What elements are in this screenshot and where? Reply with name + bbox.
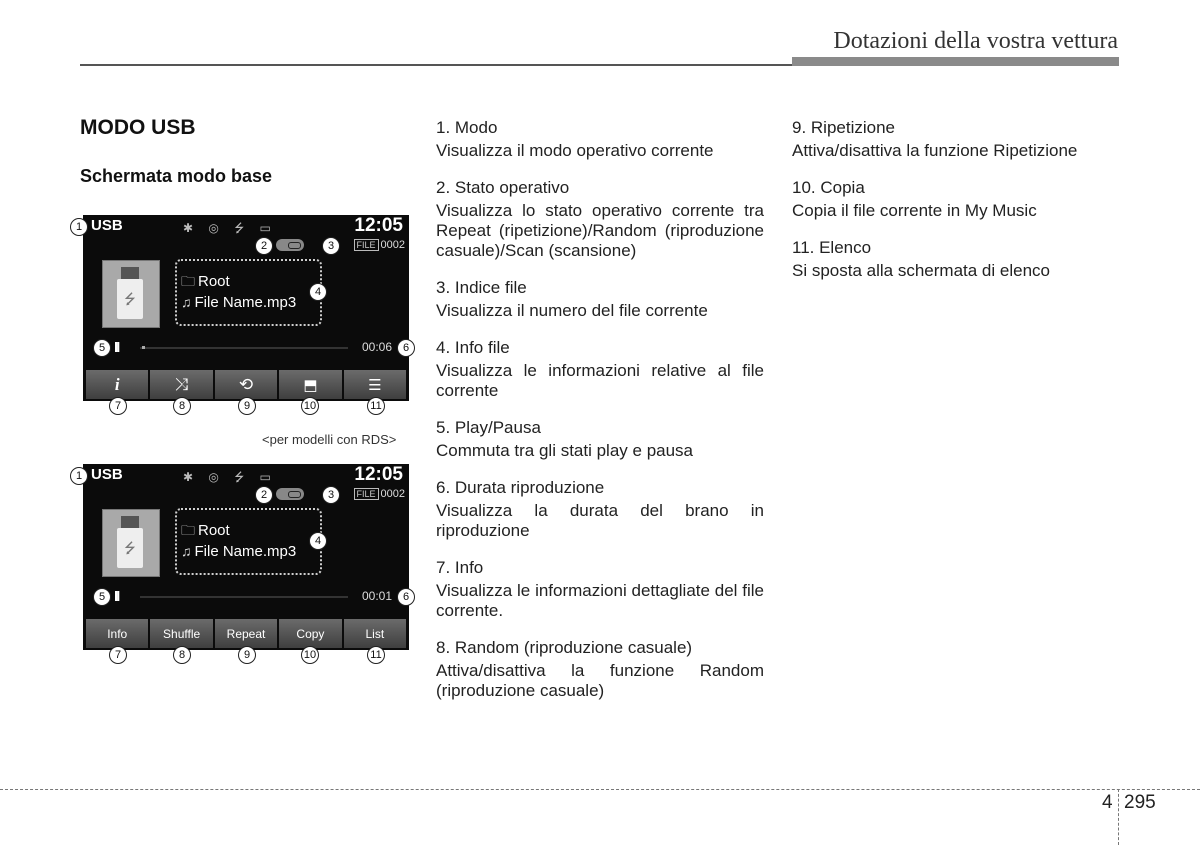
folder-name: Root xyxy=(198,273,230,290)
item-description: Commuta tra gli stati play e pausa xyxy=(436,441,694,460)
callout-3: 3 xyxy=(322,486,340,504)
footer-divider xyxy=(1118,789,1119,845)
callout-6: 6 xyxy=(397,588,415,606)
list-item xyxy=(436,338,764,401)
clock: 12:05 xyxy=(354,464,403,485)
item-title: 10. Copia xyxy=(792,178,865,197)
item-title: 8. Random (riproduzione casuale) xyxy=(436,638,693,657)
item-title: 11. Elenco xyxy=(792,238,872,257)
item-title: 4. Info file xyxy=(436,338,510,357)
item-title: 7. Info xyxy=(436,558,484,577)
shuffle-icon[interactable]: ⤨ xyxy=(150,370,212,399)
legend-column-right xyxy=(792,118,1102,298)
progress-bar xyxy=(140,347,348,349)
file-index-number: 0002 xyxy=(380,488,405,500)
file-name: File Name.mp3 xyxy=(194,543,297,560)
usb-screen-text xyxy=(83,464,409,650)
repeat-button[interactable]: Repeat xyxy=(215,619,277,648)
subsection-title: Schermata modo base xyxy=(80,166,273,186)
list-item xyxy=(436,418,764,461)
callout-8: 8 xyxy=(173,397,191,415)
list-icon[interactable]: ☰ xyxy=(344,370,406,399)
item-description: Visualizza le informazioni dettagliate del file corrente. xyxy=(436,581,764,620)
item-title: 9. Ripetizione xyxy=(792,118,896,137)
play-pause-button[interactable]: II xyxy=(114,339,119,356)
callout-9: 9 xyxy=(238,646,256,664)
list-item xyxy=(436,178,764,261)
file-tag: FILE xyxy=(354,239,379,251)
mode-label: USB xyxy=(91,466,123,483)
callout-7: 7 xyxy=(109,646,127,664)
progress-bar xyxy=(140,596,348,598)
item-description: Attiva/disattiva la funzione Ripetizione xyxy=(792,141,1078,160)
file-index xyxy=(354,488,406,500)
callout-1: 1 xyxy=(70,467,88,485)
repeat-icon[interactable]: ⟲ xyxy=(215,370,277,399)
operating-state-icon xyxy=(276,239,304,251)
callout-6: 6 xyxy=(397,339,415,357)
music-note-icon: ♫ xyxy=(181,294,192,310)
folder-name: Root xyxy=(198,522,230,539)
file-name: File Name.mp3 xyxy=(194,294,297,311)
callout-3: 3 xyxy=(322,237,340,255)
file-index xyxy=(354,239,406,251)
item-title: 1. Modo xyxy=(436,118,498,137)
status-icons: ✱ ◎ ⭍ ▭ xyxy=(183,221,277,235)
list-item xyxy=(436,558,764,621)
callout-2: 2 xyxy=(255,237,273,255)
operating-state-icon xyxy=(276,488,304,500)
callout-10: 10 xyxy=(301,646,319,664)
section-title: MODO USB xyxy=(80,116,196,139)
page-header-title: Dotazioni della vostra vettura xyxy=(833,28,1118,54)
copy-icon[interactable]: ⬒ xyxy=(279,370,341,399)
callout-5: 5 xyxy=(93,339,111,357)
list-item xyxy=(436,478,764,541)
callout-5: 5 xyxy=(93,588,111,606)
info-icon[interactable]: i xyxy=(86,370,148,399)
footer-rule xyxy=(0,789,1200,790)
callout-8: 8 xyxy=(173,646,191,664)
rds-caption: <per modelli con RDS> xyxy=(262,432,397,447)
list-item xyxy=(436,638,764,701)
item-description: Visualizza la durata del brano in riproduzione xyxy=(436,501,764,540)
list-item xyxy=(436,278,764,321)
file-row xyxy=(181,294,296,311)
softkey-bar xyxy=(85,619,407,648)
folder-row xyxy=(181,271,230,295)
item-description: Visualizza il modo operativo corrente xyxy=(436,141,714,160)
item-description: Visualizza le informazioni relative al file corrente xyxy=(436,361,764,400)
softkey-bar xyxy=(85,370,407,399)
info-button[interactable]: Info xyxy=(86,619,148,648)
file-tag: FILE xyxy=(354,488,379,500)
list-button[interactable]: List xyxy=(344,619,406,648)
item-title: 6. Durata riproduzione xyxy=(436,478,605,497)
legend-column-middle xyxy=(436,118,764,718)
callout-7: 7 xyxy=(109,397,127,415)
item-description: Si sposta alla schermata di elenco xyxy=(792,261,1050,280)
list-item xyxy=(792,178,1102,221)
usb-drive-icon: ⭍ xyxy=(102,260,160,328)
file-info-box xyxy=(175,508,322,575)
callout-9: 9 xyxy=(238,397,256,415)
file-info-box xyxy=(175,259,322,326)
header-rule-accent xyxy=(792,57,1119,66)
list-item xyxy=(792,238,1102,281)
elapsed-time: 00:06 xyxy=(361,340,392,354)
item-description: Attiva/disattiva la funzione Random (riproduzione casuale) xyxy=(436,661,764,700)
item-description: Visualizza il numero del file corrente xyxy=(436,301,708,320)
callout-2: 2 xyxy=(255,486,273,504)
item-title: 3. Indice file xyxy=(436,278,527,297)
music-note-icon: ♫ xyxy=(181,543,192,559)
item-description: Copia il file corrente in My Music xyxy=(792,201,1037,220)
folder-row xyxy=(181,520,230,544)
folder-icon: 🗀 xyxy=(181,273,195,289)
callout-10: 10 xyxy=(301,397,319,415)
callout-4: 4 xyxy=(309,283,327,301)
folder-icon: 🗀 xyxy=(181,522,195,538)
chapter-number: 4 xyxy=(1102,792,1113,813)
clock: 12:05 xyxy=(354,215,403,236)
item-description: Visualizza lo stato operativo corrente tra Repeat (ripetizione)/Random (riproduzione casuale)/Scan (scansione) xyxy=(436,201,764,260)
header-rule xyxy=(80,64,795,66)
mode-label: USB xyxy=(91,217,123,234)
usb-screen-icons xyxy=(83,215,409,401)
callout-4: 4 xyxy=(309,532,327,550)
copy-button[interactable]: Copy xyxy=(279,619,341,648)
elapsed-time: 00:01 xyxy=(361,589,392,603)
status-icons: ✱ ◎ ⭍ ▭ xyxy=(183,470,277,484)
usb-drive-icon: ⭍ xyxy=(102,509,160,577)
list-item xyxy=(792,118,1102,161)
callout-1: 1 xyxy=(70,218,88,236)
item-title: 2. Stato operativo xyxy=(436,178,570,197)
callout-11: 11 xyxy=(367,646,385,664)
list-item xyxy=(436,118,764,161)
shuffle-button[interactable]: Shuffle xyxy=(150,619,212,648)
callout-11: 11 xyxy=(367,397,385,415)
file-row xyxy=(181,543,296,560)
page-number: 295 xyxy=(1124,792,1156,813)
item-title: 5. Play/Pausa xyxy=(436,418,541,437)
play-pause-button[interactable]: II xyxy=(114,588,119,605)
file-index-number: 0002 xyxy=(380,239,405,251)
